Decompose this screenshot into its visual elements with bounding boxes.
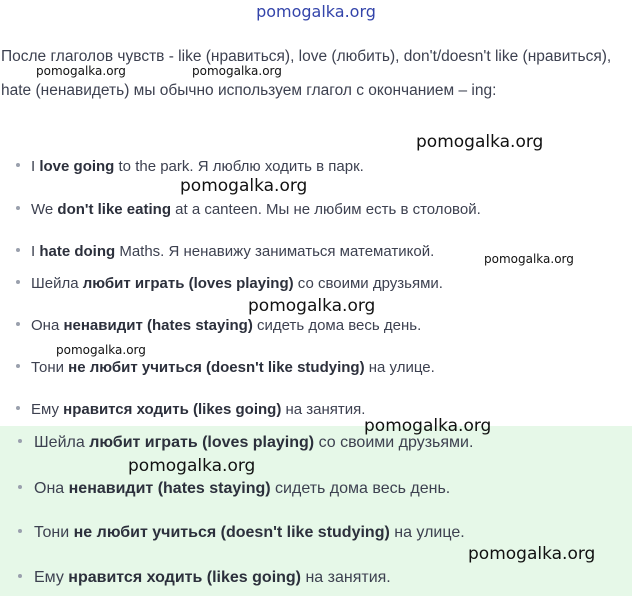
list-item: I love going to the park. Я люблю ходить в парк. [16, 158, 364, 175]
watermark: pomogalka.org [128, 456, 256, 476]
bullet-icon [16, 364, 20, 368]
header-logo: pomogalka.org [256, 2, 376, 21]
list-item: Шейла любит играть (loves playing) со своими друзьями. [18, 434, 473, 452]
watermark: pomogalka.org [416, 132, 544, 152]
watermark: pomogalka.org [248, 296, 376, 316]
intro-paragraph: После глаголов чувств - like (нравиться), love (любить), don't/doesn't like (нравиться), hate (ненавидеть) мы обычно используем глагол с окончанием – ing: [1, 48, 612, 99]
watermark: pomogalka.org [484, 252, 574, 266]
bullet-icon [18, 529, 22, 533]
bullet-icon [16, 280, 20, 284]
watermark: pomogalka.org [56, 343, 146, 357]
bullet-icon [16, 406, 20, 410]
watermark: pomogalka.org [180, 176, 308, 196]
list-item: Ему нравится ходить (likes going) на занятия. [16, 401, 365, 418]
watermark: pomogalka.org [192, 64, 282, 78]
bullet-icon [18, 574, 22, 578]
list-item: Она ненавидит (hates staying) сидеть дома весь день. [18, 480, 450, 498]
watermark: pomogalka.org [468, 544, 596, 564]
watermark: pomogalka.org [36, 64, 126, 78]
list-item: Тони не любит учиться (doesn't like studying) на улице. [16, 359, 435, 376]
list-item: Она ненавидит (hates staying) сидеть дома весь день. [16, 317, 421, 334]
bullet-icon [16, 206, 20, 210]
bullet-icon [16, 163, 20, 167]
list-item: Шейла любит играть (loves playing) со своими друзьями. [16, 275, 443, 292]
bullet-icon [18, 439, 22, 443]
list-item: Ему нравится ходить (likes going) на занятия. [18, 569, 391, 587]
list-item: We don't like eating at a canteen. Мы не любим есть в столовой. [16, 201, 481, 218]
list-item: Тони не любит учиться (doesn't like studying) на улице. [18, 524, 465, 542]
bullet-icon [18, 485, 22, 489]
bullet-icon [16, 248, 20, 252]
bullet-icon [16, 322, 20, 326]
list-item: I hate doing Maths. Я ненавижу заниматься математикой. [16, 243, 434, 260]
watermark: pomogalka.org [364, 416, 492, 436]
